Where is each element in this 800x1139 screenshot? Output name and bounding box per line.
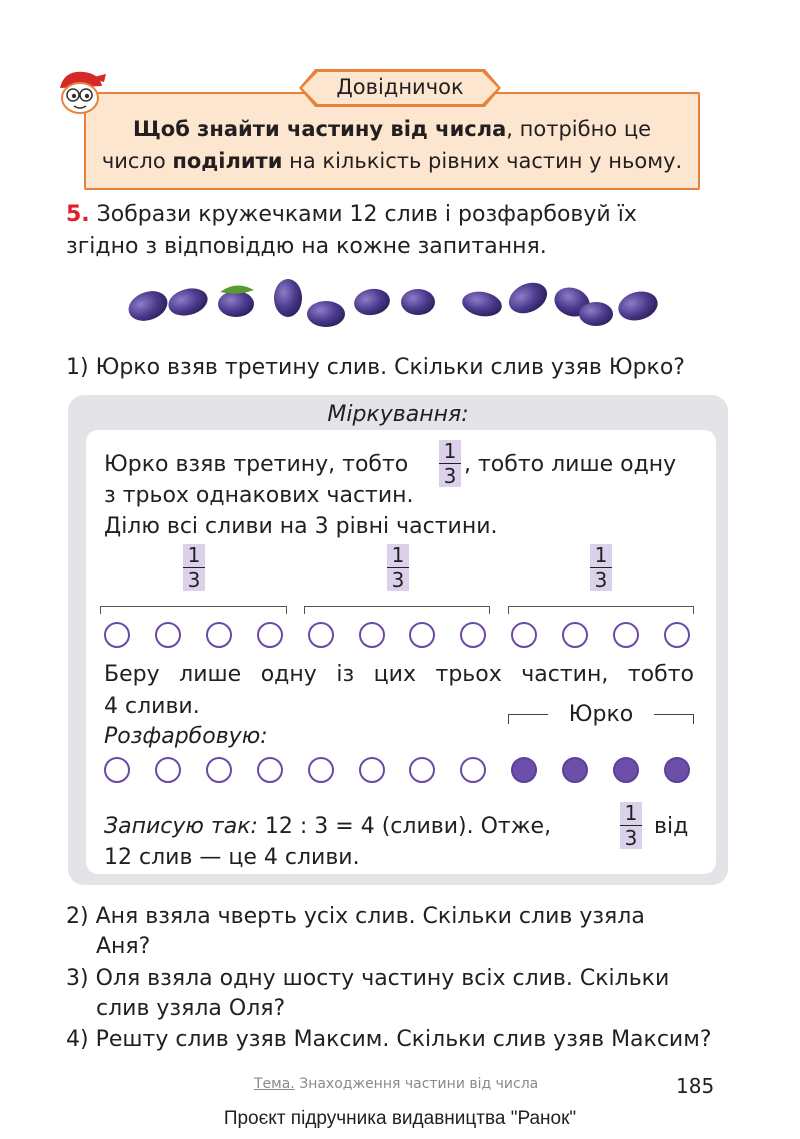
record-line: [104, 812, 551, 842]
group-1-bracket: [100, 606, 287, 614]
reasoning-title: Міркування:: [327, 402, 469, 427]
footer-theme-text: Знаходження частини від числа: [294, 1076, 539, 1092]
mascot-icon: [50, 66, 110, 118]
record-label: Записую так:: [104, 814, 258, 839]
plum-circle-filled: [562, 757, 588, 783]
plum-circle-filled: [511, 757, 537, 783]
task-line-2: згідно з відповіддю на кожне запитання.: [66, 234, 547, 259]
footer-theme-label: Тема.: [254, 1076, 295, 1092]
plum-circle: [206, 622, 232, 648]
question-3-line-1: 3) Оля взяла одну шосту частину всіх слив. Скільки: [66, 966, 670, 991]
reasoning-line-1b: , тобто лише одну: [464, 452, 677, 477]
plum-circle: [308, 622, 334, 648]
plum-circle: [257, 757, 283, 783]
reference-title: Довідничок: [336, 75, 464, 99]
plum-circle-filled: [613, 757, 639, 783]
reference-text-2a: число: [101, 149, 173, 173]
reference-bold-1: Щоб знайти частину від числа: [132, 117, 507, 141]
question-3-line-2: слив узяла Оля?: [96, 996, 286, 1021]
plum-circle-filled: [664, 757, 690, 783]
reasoning-line-1a: Юрко взяв третину, тобто: [104, 452, 409, 477]
yurko-label: Юрко: [548, 700, 654, 730]
publisher-line: Проєкт підручника видавництва "Ранок": [223, 1108, 577, 1129]
plum-circle: [359, 622, 385, 648]
plum-circle: [511, 622, 537, 648]
plums-illustration: [120, 276, 680, 338]
task-number: 5.: [66, 202, 90, 227]
record-tail: від: [654, 814, 689, 839]
reasoning-line-3: Ділю всі сливи на 3 рівні частини.: [104, 514, 498, 539]
plum-circle: [206, 757, 232, 783]
task-text-1: Зобрази кружечками 12 слив і розфарбовуй їх: [89, 202, 637, 227]
plum-circle: [664, 622, 690, 648]
reference-bold-2: поділити: [172, 149, 283, 173]
footer-theme: [254, 1076, 538, 1092]
plum-circle: [104, 757, 130, 783]
reasoning-line-5: 4 сливи.: [104, 694, 200, 719]
fraction-denominator: 3: [443, 464, 457, 488]
fraction-one-third: [439, 440, 461, 487]
question-2-line-1: 2) Аня взяла чверть усіх слив. Скільки слив узяла: [66, 904, 645, 929]
reasoning-line-2: з трьох однакових частин.: [104, 483, 414, 508]
question-1: 1) Юрко взяв третину слив. Скільки слив узяв Юрко?: [66, 355, 685, 380]
plum-circle: [257, 622, 283, 648]
colour-label: Розфарбовую:: [104, 724, 268, 749]
group-2-fraction: $\frac{1}{3}$: [387, 544, 409, 591]
reference-text-1: , потрібно це: [506, 117, 652, 141]
plum-circle: [155, 622, 181, 648]
group-3-bracket: [508, 606, 694, 614]
plum-circle: [155, 757, 181, 783]
task-line-1: [66, 200, 736, 230]
record-fraction: $\frac{1}{3}$: [620, 802, 642, 849]
reasoning-last-line: 12 слив — це 4 сливи.: [104, 845, 360, 870]
record-expression: 12 : 3 = 4 (сливи). Отже,: [264, 814, 552, 839]
reference-line-1: [90, 114, 694, 144]
page-number: 185: [676, 1074, 715, 1098]
plum-circle: [104, 622, 130, 648]
question-4: 4) Решту слив узяв Максим. Скільки слив узяв Максим?: [66, 1027, 712, 1052]
plum-circle: [308, 757, 334, 783]
plum-circle: [562, 622, 588, 648]
question-2-line-2: Аня?: [96, 934, 151, 959]
group-2-bracket: [304, 606, 490, 614]
plum-circle: [359, 757, 385, 783]
reference-line-2: [90, 146, 694, 176]
reference-text-2b: на кількість рівних частин у ньому.: [282, 149, 683, 173]
group-1-fraction: $\frac{1}{3}$: [183, 544, 205, 591]
group-3-fraction: $\frac{1}{3}$: [590, 544, 612, 591]
fraction-numerator: 1: [439, 440, 461, 464]
plum-circle: [613, 622, 639, 648]
reasoning-line-4: Беру лише одну із цих трьох частин, тобто: [104, 662, 694, 687]
